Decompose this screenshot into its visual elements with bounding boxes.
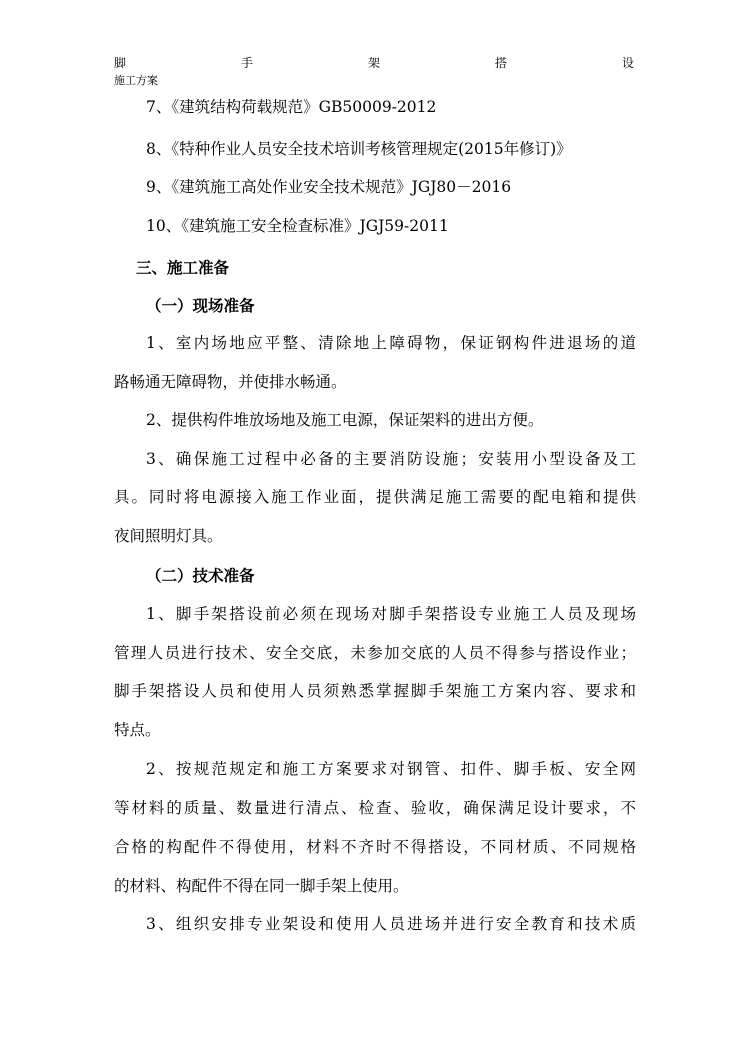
paragraph-line: 管理人员进行技术、安全交底，未参加交底的人员不得参与搭设作业； [114, 644, 636, 662]
subsection-heading: （一）现场准备 [146, 296, 255, 315]
paragraph-line: 1、室内场地应平整、清除地上障碍物，保证钢构件进退场的道 [146, 334, 636, 352]
paragraph-line: 脚手架搭设人员和使用人员须熟悉掌握脚手架施工方案内容、要求和 [114, 682, 636, 700]
reference-item: 9、《建筑施工高处作业安全技术规范》JGJ80－2016 [146, 178, 512, 196]
reference-item: 7、《建筑结构荷载规范》GB50009-2012 [146, 98, 437, 116]
paragraph-line: 的材料、构配件不得在同一脚手架上使用。 [114, 877, 409, 895]
paragraph-line: 2、提供构件堆放场地及施工电源，保证架料的进出方便。 [146, 411, 544, 429]
paragraph-line: 特点。 [114, 721, 161, 739]
paragraph-line: 3、组织安排专业架设和使用人员进场并进行安全教育和技术质 [146, 915, 636, 933]
section-heading: 三、施工准备 [136, 258, 230, 277]
paragraph-line: 1、脚手架搭设前必须在现场对脚手架搭设专业施工人员及现场 [146, 605, 636, 623]
reference-item: 10、《建筑施工安全检查标准》JGJ59-2011 [146, 217, 449, 235]
header-char: 手 [240, 56, 253, 70]
paragraph-line: 3、确保施工过程中必备的主要消防设施；安装用小型设备及工 [146, 450, 636, 468]
subsection-heading: （二）技术准备 [146, 566, 255, 585]
paragraph-line: 等材料的质量、数量进行清点、检查、验收，确保满足设计要求，不 [114, 799, 636, 817]
header-char: 搭 [494, 56, 507, 70]
header-char: 脚 [114, 56, 127, 70]
header-subtitle: 施工方案 [114, 74, 158, 87]
header-char: 架 [367, 56, 380, 70]
paragraph-line: 夜间照明灯具。 [114, 527, 223, 545]
paragraph-line: 2、按规范规定和施工方案要求对钢管、扣件、脚手板、安全网 [146, 760, 636, 778]
paragraph-line: 具。同时将电源接入施工作业面，提供满足施工需要的配电箱和提供 [114, 488, 636, 506]
paragraph-line: 合格的构配件不得使用，材料不齐时不得搭设，不同材质、不同规格 [114, 838, 636, 856]
reference-item: 8、《特种作业人员安全技术培训考核管理规定(2015年修订)》 [146, 140, 572, 158]
paragraph-line: 路畅通无障碍物，并使排水畅通。 [114, 373, 347, 391]
running-header [114, 56, 634, 70]
header-char: 设 [621, 56, 634, 70]
